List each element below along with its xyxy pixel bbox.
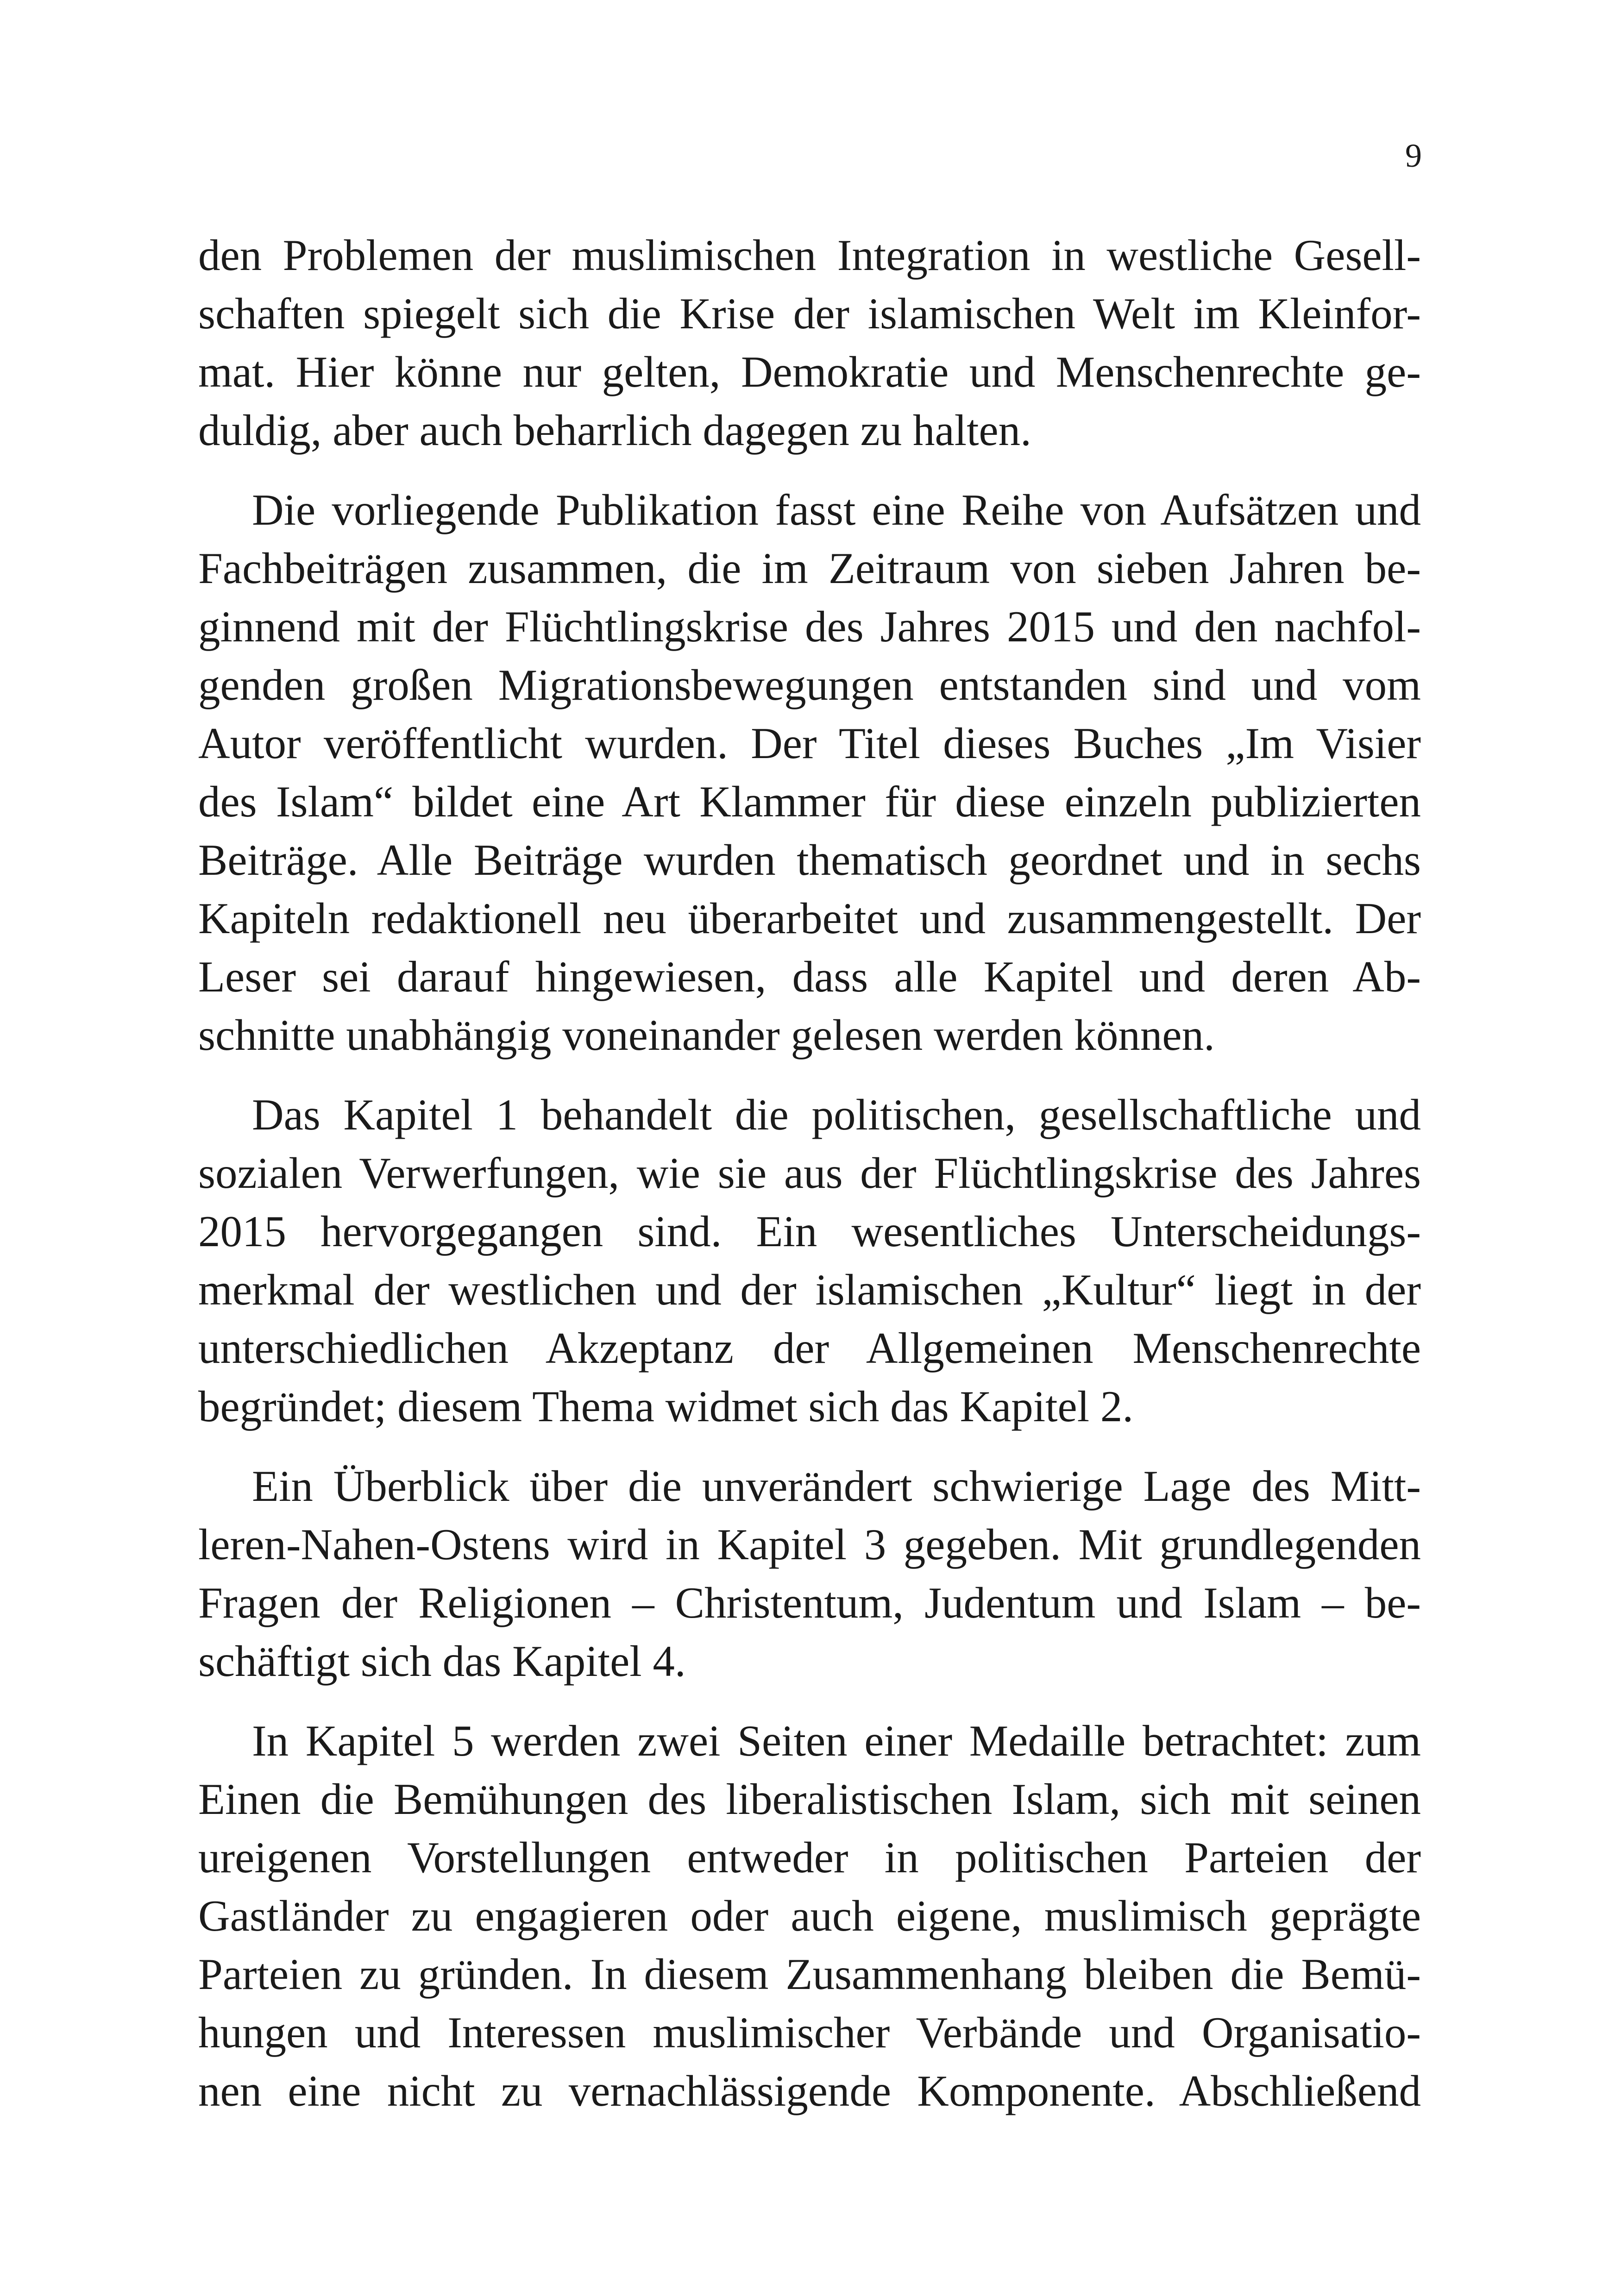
text-line: Einen die Bemühungen des liberalistischen Islam, sich mit seinen [198,1775,1421,1824]
text-line: Gastländer zu engagieren oder auch eigene, muslimisch geprägte [198,1891,1421,1940]
text-line: Ein Überblick über die unverändert schwierige Lage des Mitt- [252,1462,1421,1511]
text-line: mat. Hier könne nur gelten, Demokratie und Menschenrechte ge- [198,347,1421,396]
text-line: In Kapitel 5 werden zwei Seiten einer Medaille betrachtet: zum [252,1716,1421,1765]
text-line: duldig, aber auch beharrlich dagegen zu halten. [198,406,1031,455]
text-line: schaften spiegelt sich die Krise der islamischen Welt im Kleinfor- [198,289,1421,338]
text-line: Die vorliegende Publikation fasst eine Reihe von Aufsätzen und [252,485,1421,534]
text-line: Fachbeiträgen zusammen, die im Zeitraum von sieben Jahren be- [198,544,1421,593]
text-line: leren-Nahen-Ostens wird in Kapitel 3 gegeben. Mit grundlegenden [198,1520,1421,1569]
text-line: merkmal der westlichen und der islamischen „Kultur“ liegt in der [198,1265,1421,1314]
text-line: Das Kapitel 1 behandelt die politischen, gesellschaftliche und [252,1090,1421,1139]
text-line: schäftigt sich das Kapitel 4. [198,1637,686,1686]
paragraph [198,226,1421,459]
paragraph [198,1712,1421,2120]
text-line: begründet; diesem Thema widmet sich das Kapitel 2. [198,1382,1134,1431]
paragraph [198,1457,1421,1690]
text-line: genden großen Migrationsbewegungen entstanden sind und vom [198,660,1421,709]
text-line: hungen und Interessen muslimischer Verbände und Organisatio- [198,2008,1421,2057]
body-text [198,226,1421,2141]
text-line: ureigenen Vorstellungen entweder in politischen Parteien der [198,1833,1421,1882]
text-line: Kapiteln redaktionell neu überarbeitet und zusammengestellt. Der [198,894,1421,943]
text-line: unterschiedlichen Akzeptanz der Allgemeinen Menschenrechte [198,1324,1421,1373]
text-line: des Islam“ bildet eine Art Klammer für diese einzeln publizierten [198,777,1421,826]
text-line: Leser sei darauf hingewiesen, dass alle Kapitel und deren Ab- [198,952,1421,1001]
paragraph [198,1085,1421,1436]
page-number: 9 [1405,137,1422,174]
text-line: Autor veröffentlicht wurden. Der Titel dieses Buches „Im Visier [198,719,1421,768]
text-line: Beiträge. Alle Beiträge wurden thematisch geordnet und in sechs [198,835,1421,885]
text-line: Fragen der Religionen – Christentum, Judentum und Islam – be- [198,1578,1421,1627]
text-line: nen eine nicht zu vernachlässigende Komponente. Abschließend [198,2066,1421,2115]
text-line: sozialen Verwerfungen, wie sie aus der Flüchtlingskrise des Jahres [198,1148,1421,1198]
text-line: 2015 hervorgegangen sind. Ein wesentliches Unterscheidungs- [198,1207,1421,1256]
text-line: ginnend mit der Flüchtlingskrise des Jahres 2015 und den nachfol- [198,602,1421,651]
text-line: den Problemen der muslimischen Integration in westliche Gesell- [198,231,1421,280]
text-line: schnitte unabhängig voneinander gelesen werden können. [198,1010,1215,1060]
text-line: Parteien zu gründen. In diesem Zusammenhang bleiben die Bemü- [198,1950,1421,1999]
paragraph [198,481,1421,1064]
